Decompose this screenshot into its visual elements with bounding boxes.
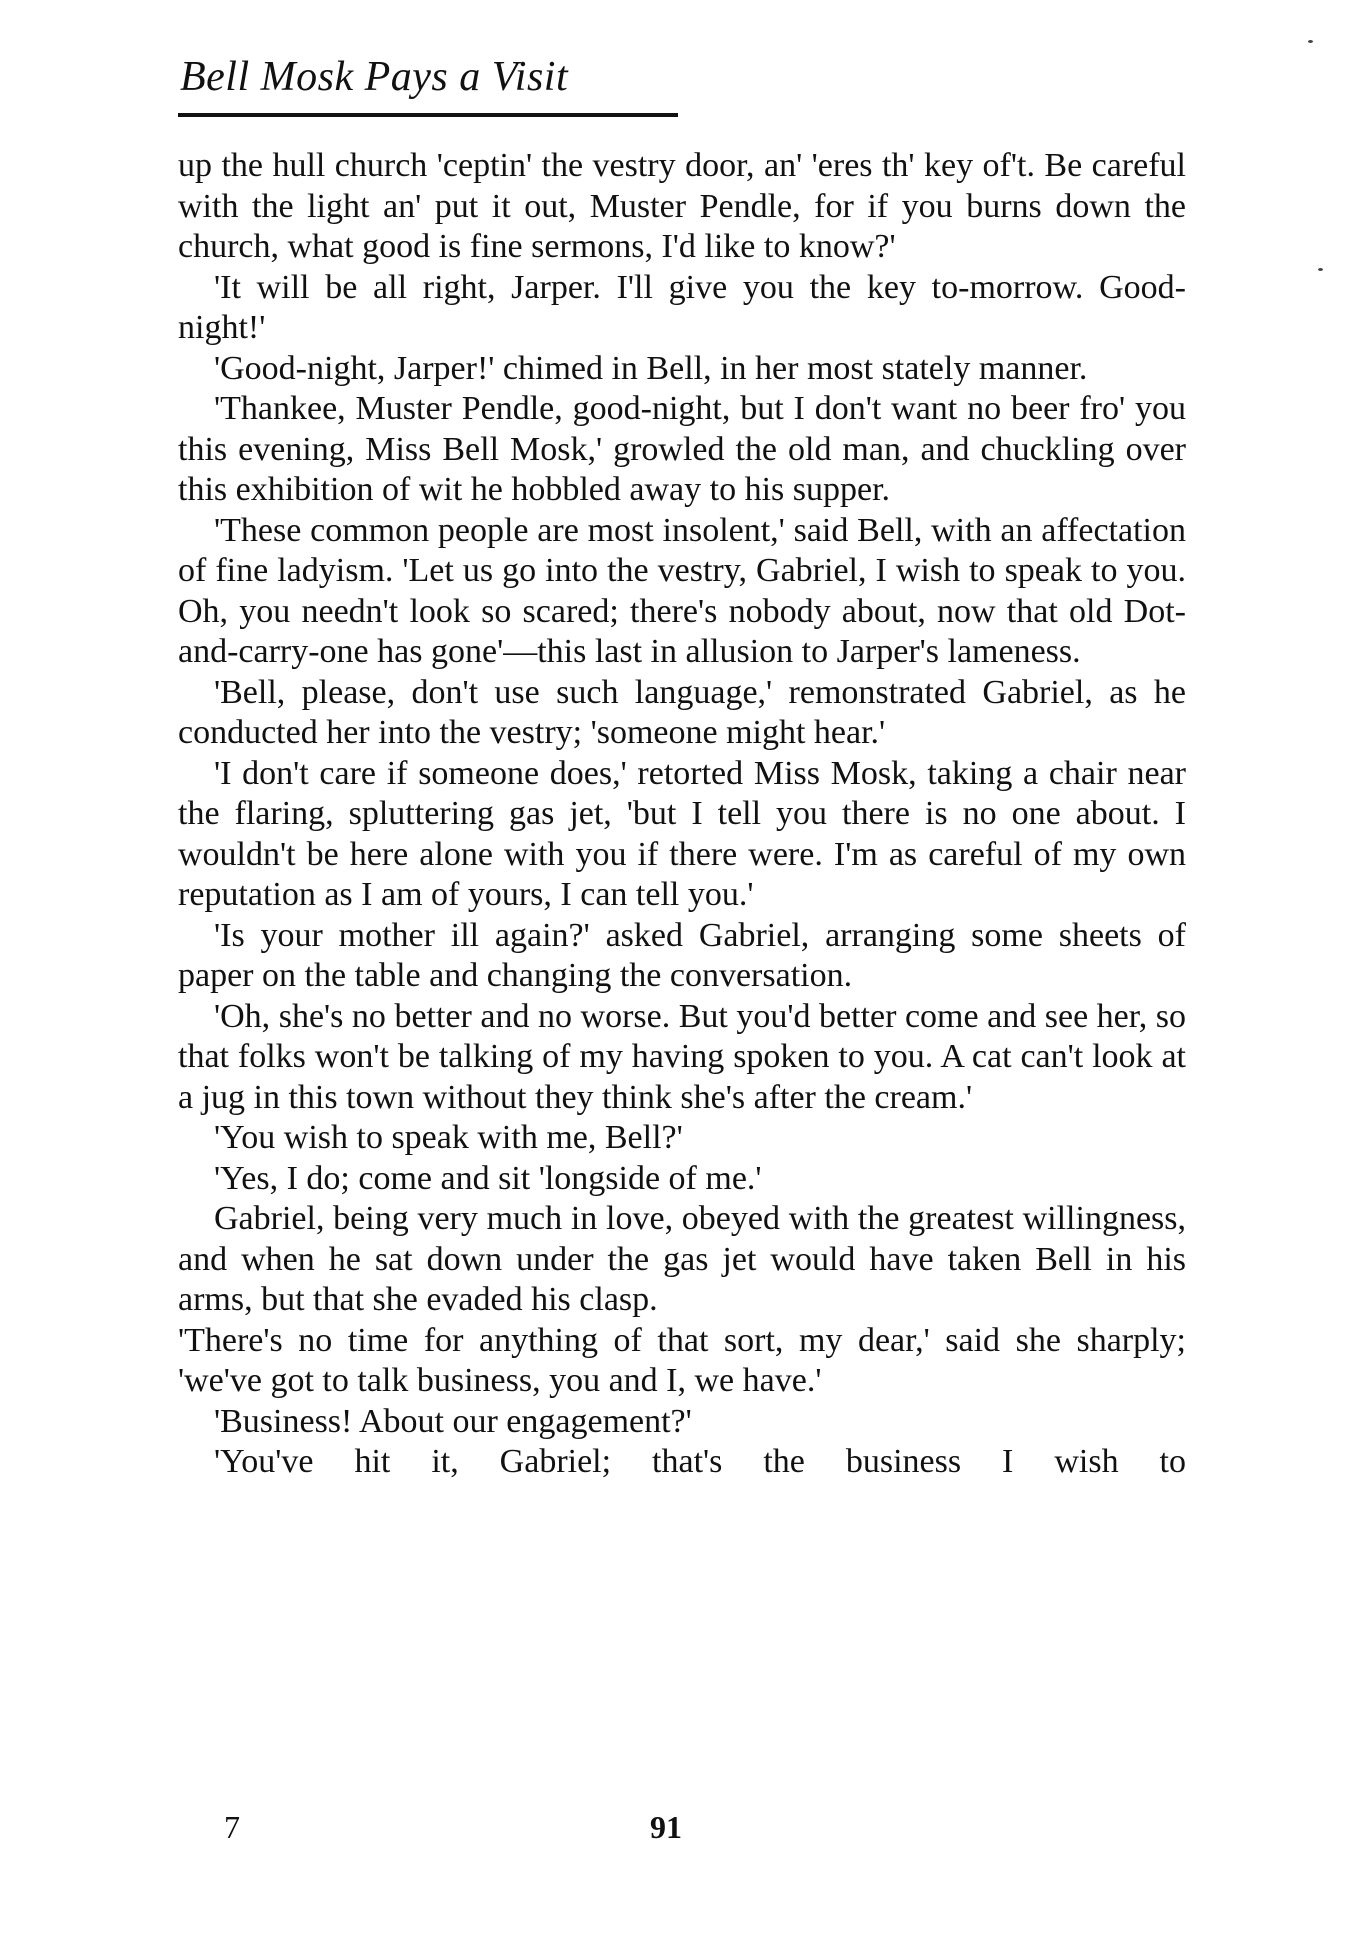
paragraph-6: 'Bell, please, don't use such language,' remonstrated Gabriel, as he conducted her into the vestry; 'someone might hear.' [178,673,1186,751]
paragraph-12: Gabriel, being very much in love, obeyed with the greatest willingness, and when he sat down under the gas jet would have taken Bell in his arms, but that she evaded his clasp. [178,1200,1186,1318]
paragraph-9: 'Oh, she's no better and no worse. But you'd better come and see her, so that folks won't be talking of my having spoken to you. A cat can't look at a jug in this town without they think she's after the cream.' [178,997,1186,1116]
page-number: 91 [650,1809,682,1845]
scan-speck [1318,268,1323,271]
paragraph-14: 'Business! About our engagement?' [214,1402,692,1440]
paragraph-4: 'Thankee, Muster Pendle, good-night, but I don't want no beer fro' you this evening, Miss Bell Mosk,' growled the old man, and chuckling over this exhibition of wit he hobbled away to his supper. [178,390,1186,508]
signature-mark: 7 [224,1809,240,1845]
paragraph-1: up the hull church 'ceptin' the vestry door, an' 'eres th' key of't. Be careful with the light an' put it out, Muster Pendle, for if you burns down the church, what good is fine sermons, I'd like to know?' [178,147,1186,265]
paragraph-10: 'You wish to speak with me, Bell?' [214,1119,683,1156]
running-head: Bell Mosk Pays a Visit [180,54,569,100]
paragraph-15: 'You've hit it, Gabriel; that's the business I wish to [214,1443,1186,1480]
paragraph-8: 'Is your mother ill again?' asked Gabriel, arranging some sheets of paper on the table and changing the conversation. [178,916,1186,994]
scan-speck [1308,40,1313,43]
paragraph-2: 'It will be all right, Jarper. I'll give you the key to-morrow. Good-night!' [178,268,1186,346]
paragraph-13: 'There's no time for anything of that sort, my dear,' said she sharply; 'we've got to talk business, you and I, we have.' [178,1321,1186,1399]
body-text [178,146,1186,1483]
paragraph-3: 'Good-night, Jarper!' chimed in Bell, in her most stately manner. [214,349,1088,387]
running-head-rule [178,113,678,117]
paragraph-5: 'These common people are most insolent,' said Bell, with an affectation of fine ladyism. 'Let us go into the vestry, Gabriel, I wish to speak to you. Oh, you needn't look so scared; there's nobody about, now that old Dot-and-carry-one has gone'—this last in allusion to Jarper's lameness. [178,511,1186,670]
paragraph-11: 'Yes, I do; come and sit 'longside of me.' [214,1159,762,1197]
paragraph-7: 'I don't care if someone does,' retorted Miss Mosk, taking a chair near the flaring, spluttering gas jet, 'but I tell you there is no one about. I wouldn't be here alone with you if there were. I'm as careful of my own reputation as I am of yours, I can tell you.' [178,754,1186,913]
